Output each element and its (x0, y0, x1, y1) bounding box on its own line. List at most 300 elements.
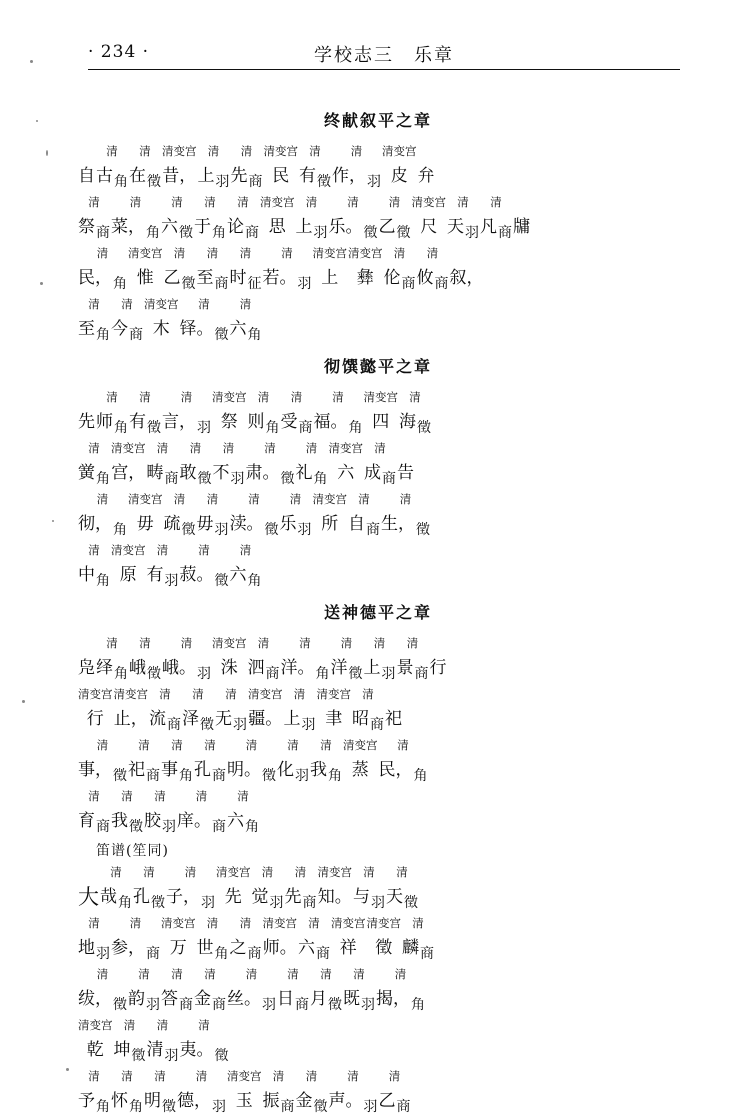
notation-line (78, 192, 678, 241)
notation-unit (78, 738, 127, 784)
notation-unit (78, 543, 110, 589)
notation-unit (310, 738, 342, 784)
gongche-note: 清 (426, 246, 439, 260)
notation-unit (128, 247, 163, 287)
lyric-character: 先 (284, 887, 302, 907)
pitch-character: 徵 (214, 327, 229, 343)
notation-unit (353, 865, 385, 911)
notation-unit (317, 688, 352, 728)
gongche-note: 清 (363, 865, 375, 879)
pitch-character: 徵 (416, 522, 430, 538)
notation-line (78, 294, 678, 343)
notation-unit (78, 1019, 113, 1059)
notation-unit (163, 246, 196, 292)
lyric-character: 德， (177, 1091, 211, 1111)
lyric-character: 天 (447, 217, 464, 237)
pitch-character: 商 (280, 1099, 295, 1115)
pitch-character: 角 (129, 1099, 143, 1115)
lyric-character: 师。 (262, 938, 297, 958)
notation-unit (352, 687, 384, 733)
notation-unit (367, 917, 402, 957)
notation-unit (418, 145, 435, 185)
pitch-character: 徵 (262, 768, 276, 784)
gongche-note: 清 (374, 441, 386, 455)
pitch-character: 商 (179, 997, 193, 1013)
lyric-character: 生， (381, 514, 415, 534)
notation-unit (279, 492, 312, 538)
gongche-note: 清变宫 (312, 492, 347, 506)
pitch-character: 商 (370, 717, 384, 733)
pitch-character: 商 (265, 666, 280, 682)
gongche-note: 清 (106, 390, 118, 404)
gongche-note: 清 (154, 789, 166, 803)
pitch-character: 角 (114, 666, 128, 682)
lyric-character: 作， (332, 166, 366, 186)
notation-unit (262, 246, 312, 292)
gongche-note: 清变宫 (312, 246, 347, 260)
lyric-character: 六 (298, 938, 315, 958)
lyric-character: 不 (212, 463, 230, 483)
pitch-character: 商 (245, 225, 259, 241)
notation-unit (260, 196, 295, 236)
gongche-note: 清变宫 (260, 195, 295, 209)
gongche-note: 清 (272, 1069, 285, 1083)
notation-unit (227, 195, 259, 241)
lyric-character: 于 (194, 217, 211, 237)
lyric-character: 疏 (163, 514, 181, 534)
lyric-character: 四 (372, 412, 390, 432)
lyric-character: 有 (129, 412, 146, 432)
lyric-character: 上 (197, 166, 215, 186)
lyric-character: 告 (397, 463, 414, 483)
notation-unit (128, 738, 160, 784)
lyric-character: 六 (161, 217, 178, 237)
pitch-character: 角 (113, 522, 127, 538)
pitch-character: 徵 (162, 1099, 176, 1115)
pitch-character: 商 (167, 717, 181, 733)
lyric-character: 菽。 (179, 565, 214, 585)
pitch-character: 徵 (197, 471, 212, 487)
pitch-character: 商 (212, 819, 226, 835)
gongche-note: 清 (106, 636, 118, 650)
lyric-character: 徵 (375, 938, 393, 958)
gongche-note: 清 (88, 1069, 100, 1083)
gongche-note: 清变宫 (113, 687, 148, 701)
pitch-character: 徵 (317, 174, 331, 190)
notation-unit (343, 967, 375, 1013)
pitch-character: 角 (413, 768, 428, 784)
gongche-note: 清 (320, 738, 332, 752)
notation-unit (129, 636, 161, 682)
scan-speck (66, 1068, 69, 1071)
pitch-character: 角 (114, 174, 128, 190)
header-divider (88, 69, 680, 70)
lyric-character: 受 (280, 412, 298, 432)
section-title: 终献叙平之章 (323, 111, 432, 130)
pitch-character: 商 (212, 997, 226, 1013)
notation-unit (146, 441, 179, 487)
lyric-character: 渎。 (229, 514, 264, 534)
notation-unit (363, 636, 396, 682)
lyric-character: 玉 (235, 1091, 253, 1111)
document-body (78, 92, 678, 1117)
gongche-note: 清变宫 (78, 687, 113, 701)
lyric-character: 事， (78, 760, 112, 780)
pitch-character: 徵 (113, 997, 127, 1013)
notation-unit (450, 247, 484, 287)
lyric-character: 峨 (129, 658, 146, 678)
pitch-character: 羽 (197, 420, 211, 436)
pitch-character: 角 (96, 1099, 110, 1115)
gongche-note: 清变宫 (161, 916, 196, 930)
notation-unit (229, 916, 262, 962)
pitch-character: 羽 (201, 895, 215, 911)
gongche-note: 清 (139, 390, 151, 404)
pitch-character: 徵 (147, 666, 161, 682)
gongche-note: 清 (248, 492, 260, 506)
lyric-character: 惟 (136, 268, 154, 288)
gongche-note: 清 (393, 246, 406, 260)
notation-unit (247, 636, 280, 682)
lyric-character: 揭， (376, 989, 410, 1009)
notation-unit (96, 390, 128, 436)
notation-unit (78, 688, 113, 728)
gongche-note: 清 (206, 916, 219, 930)
lyric-character: 黉 (78, 463, 95, 483)
lyric-character: 清 (146, 1040, 164, 1060)
pitch-character: 羽 (162, 819, 176, 835)
lyric-character: 庠。 (177, 811, 211, 831)
lyric-character: 有 (146, 565, 164, 585)
gongche-note: 清 (184, 865, 197, 879)
pitch-character: 角 (179, 768, 193, 784)
notation-unit (283, 687, 316, 733)
notation-unit (331, 917, 366, 957)
notation-unit (161, 738, 193, 784)
notation-unit (280, 390, 313, 436)
lyric-character: 民， (378, 760, 413, 780)
scan-speck (46, 150, 48, 156)
lyric-character: 成 (364, 463, 381, 483)
notation-unit (162, 390, 211, 436)
notation-line (78, 489, 678, 538)
pitch-character: 徵 (151, 895, 165, 911)
pitch-character: 商 (434, 276, 449, 292)
lyric-character: 我 (111, 811, 128, 831)
notation-unit (383, 246, 416, 292)
notation-unit (212, 391, 247, 431)
notation-unit (146, 543, 179, 589)
pitch-character: 羽 (295, 768, 309, 784)
notation-unit (166, 865, 215, 911)
gongche-note: 清 (350, 144, 363, 158)
lyric-character: 峨。 (162, 658, 196, 678)
lyric-character: 时 (229, 268, 247, 288)
gongche-note: 清变宫 (162, 144, 197, 158)
notation-unit (78, 391, 95, 431)
pitch-character: 羽 (367, 174, 381, 190)
pitch-character: 商 (248, 174, 263, 190)
notation-unit (78, 441, 110, 487)
pitch-character: 商 (129, 327, 143, 343)
pitch-character: 羽 (230, 471, 245, 487)
gongche-note: 清 (110, 865, 122, 879)
notation-unit (378, 195, 411, 241)
lyric-character: 乐。 (328, 217, 363, 237)
lyric-character: 有 (299, 166, 316, 186)
gongche-note: 清 (159, 687, 171, 701)
pitch-character: 角 (247, 573, 262, 589)
pitch-character: 角 (113, 276, 127, 292)
lyric-character: 景 (396, 658, 414, 678)
lyric-character: 丝。 (227, 989, 261, 1009)
notation-line (78, 540, 678, 589)
gongche-note: 清 (388, 1069, 401, 1083)
gongche-note: 清 (239, 543, 252, 557)
lyric-character: 明。 (227, 760, 261, 780)
notation-unit (332, 144, 381, 190)
pitch-character: 商 (164, 471, 179, 487)
lyric-character: 子， (166, 887, 200, 907)
gongche-note: 清 (308, 916, 320, 930)
lyric-character: 师 (96, 412, 113, 432)
pitch-character: 羽 (363, 1099, 378, 1115)
notation-unit (229, 297, 262, 343)
notation-unit (298, 916, 330, 962)
pitch-character: 徵 (200, 717, 214, 733)
pitch-character: 角 (212, 225, 226, 241)
gongche-note: 清 (180, 636, 193, 650)
notation-unit (111, 297, 143, 343)
pitch-character: 羽 (96, 946, 110, 962)
gongche-note: 清变宫 (262, 916, 297, 930)
pitch-character: 角 (265, 420, 280, 436)
lyric-character: 胶 (144, 811, 161, 831)
notation-unit (144, 789, 176, 835)
pitch-character: 角 (96, 573, 110, 589)
gongche-note: 清变宫 (144, 297, 179, 311)
gongche-note: 清 (490, 195, 502, 209)
notation-unit (182, 687, 214, 733)
gongche-note: 清 (88, 297, 100, 311)
page-number: · 234 · (88, 42, 150, 62)
lyric-character: 原 (119, 565, 137, 585)
gongche-note: 清 (139, 144, 151, 158)
gongche-note: 清 (347, 195, 359, 209)
gongche-note: 清 (305, 441, 318, 455)
pitch-character: 羽 (233, 717, 247, 733)
gongche-note: 清 (362, 687, 374, 701)
notation-unit (162, 636, 211, 682)
lyric-character: 彻， (78, 514, 112, 534)
notation-unit (196, 492, 229, 538)
lyric-character: 凫 (78, 658, 95, 678)
gongche-note: 清变宫 (111, 543, 146, 557)
lyric-character: 洙 (220, 658, 238, 678)
notation-unit (313, 493, 348, 533)
pitch-character: 羽 (297, 522, 312, 538)
notation-unit (163, 492, 196, 538)
lyric-character: 疆。 (248, 709, 283, 729)
pitch-character: 角 (114, 420, 128, 436)
pitch-character: 征 (247, 276, 262, 292)
pitch-character: 角 (313, 471, 328, 487)
lyric-character: 叙， (449, 268, 484, 288)
lyric-character: 牗 (513, 217, 530, 237)
pitch-character: 角 (146, 225, 160, 241)
gongche-note: 清 (156, 441, 169, 455)
notation-unit (144, 298, 179, 338)
lyric-character: 乙 (378, 1091, 396, 1111)
lyric-character: 夷。 (179, 1040, 214, 1060)
gongche-note: 清 (239, 297, 252, 311)
lyric-character: 言， (162, 412, 196, 432)
notation-line (78, 1066, 678, 1115)
pitch-character: 徵 (181, 276, 196, 292)
gongche-note: 清 (171, 195, 183, 209)
lyric-character: 麟 (402, 938, 419, 958)
pitch-character: 商 (146, 768, 160, 784)
lyric-character: 六 (227, 811, 244, 831)
pitch-character: 徵 (214, 573, 229, 589)
pitch-character: 角 (96, 471, 110, 487)
gongche-note: 清变宫 (128, 492, 163, 506)
lyric-character: 答 (161, 989, 178, 1009)
lyric-character: 化 (277, 760, 294, 780)
gongche-note: 清 (294, 865, 307, 879)
gongche-note: 清 (96, 738, 109, 752)
gongche-note: 清变宫 (317, 865, 352, 879)
pitch-character: 羽 (269, 895, 284, 911)
notation-line (78, 786, 678, 835)
notation-unit (227, 789, 259, 835)
notation-unit (381, 492, 430, 538)
lyric-character: 六 (337, 463, 355, 483)
notation-unit (328, 195, 378, 241)
notation-unit (262, 1069, 295, 1115)
notation-unit (111, 442, 146, 482)
notation-unit (247, 390, 280, 436)
lyric-character: 毋 (136, 514, 154, 534)
notation-unit (128, 493, 163, 533)
gongche-note: 清 (204, 738, 216, 752)
gongche-note: 清 (88, 916, 100, 930)
notation-unit (194, 195, 226, 241)
lyric-character: 乾 (86, 1040, 104, 1060)
gongche-note: 清 (287, 738, 299, 752)
pitch-character: 商 (401, 276, 416, 292)
notation-unit (229, 246, 262, 292)
lyric-character: 月 (310, 989, 327, 1009)
lyric-character: 祀 (128, 760, 145, 780)
notation-unit (263, 917, 298, 957)
gongche-note: 清 (299, 636, 311, 650)
pitch-character: 徵 (214, 1048, 229, 1064)
gongche-note: 清 (264, 441, 276, 455)
gongche-note: 清 (412, 916, 424, 930)
pitch-character: 羽 (262, 997, 276, 1013)
notation-unit (348, 247, 383, 287)
gongche-note: 清 (96, 246, 109, 260)
gongche-note: 清变宫 (212, 390, 247, 404)
gongche-note: 清 (399, 492, 412, 506)
notation-unit (78, 492, 127, 538)
notation-unit (162, 145, 197, 185)
gongche-note: 清 (239, 916, 252, 930)
gongche-note: 清变宫 (216, 865, 251, 879)
notation-unit (133, 865, 165, 911)
music-section (78, 600, 678, 1115)
pitch-character: 羽 (164, 573, 179, 589)
pitch-character: 商 (295, 997, 309, 1013)
notation-line (78, 438, 678, 487)
lyric-character: 上 (295, 217, 313, 237)
lyric-character: 先 (224, 887, 242, 907)
pitch-character: 商 (302, 895, 317, 911)
lyric-character: 自 (78, 166, 95, 186)
notation-unit (161, 917, 196, 957)
lyric-character: 中 (78, 565, 95, 585)
lyric-character: 祭 (220, 412, 238, 432)
gongche-note: 清 (305, 195, 318, 209)
notation-unit (78, 145, 95, 185)
notation-unit (378, 738, 428, 784)
notation-unit (299, 144, 331, 190)
gongche-note: 清 (237, 195, 249, 209)
lyric-character: 坤 (113, 1040, 131, 1060)
lyric-character: 行 (429, 658, 447, 678)
notation-line (78, 862, 678, 911)
pitch-character: 角 (118, 895, 132, 911)
sections-host (78, 108, 678, 1115)
lyric-character: 世 (196, 938, 214, 958)
lyric-character: 上 (283, 709, 301, 729)
notation-unit (78, 866, 99, 909)
lyric-character: 宫， (111, 463, 146, 483)
notation-unit (179, 543, 229, 589)
notation-unit (376, 967, 425, 1013)
lyric-character: 弁 (417, 166, 435, 186)
notation-unit (177, 789, 226, 835)
notation-unit (144, 1069, 176, 1115)
lyric-character: 彝 (356, 268, 374, 288)
gongche-note: 清变宫 (411, 195, 446, 209)
notation-unit (129, 390, 161, 436)
lyric-character: 金 (194, 989, 211, 1009)
lyric-character: 金 (295, 1091, 313, 1111)
pitch-character: 商 (498, 225, 512, 241)
pitch-character: 商 (96, 225, 110, 241)
notation-unit (227, 967, 276, 1013)
gongche-note: 清变宫 (331, 916, 366, 930)
lyric-character: 孔 (194, 760, 211, 780)
lyric-character: 民 (272, 166, 290, 186)
pitch-character: 商 (96, 819, 110, 835)
notation-line (78, 964, 678, 1013)
lyric-character: 参， (111, 938, 145, 958)
gongche-note: 清 (353, 967, 365, 981)
gongche-note: 清 (204, 195, 216, 209)
notation-unit (194, 738, 226, 784)
notation-unit (416, 246, 449, 292)
lyric-character: 明 (144, 1091, 161, 1111)
gongche-note: 清 (257, 390, 270, 404)
lyric-character: 洋 (330, 658, 348, 678)
pitch-character: 羽 (297, 276, 312, 292)
notation-unit (78, 195, 110, 241)
notation-line (78, 243, 678, 292)
header-title: 学校志三 乐章 (314, 45, 454, 66)
